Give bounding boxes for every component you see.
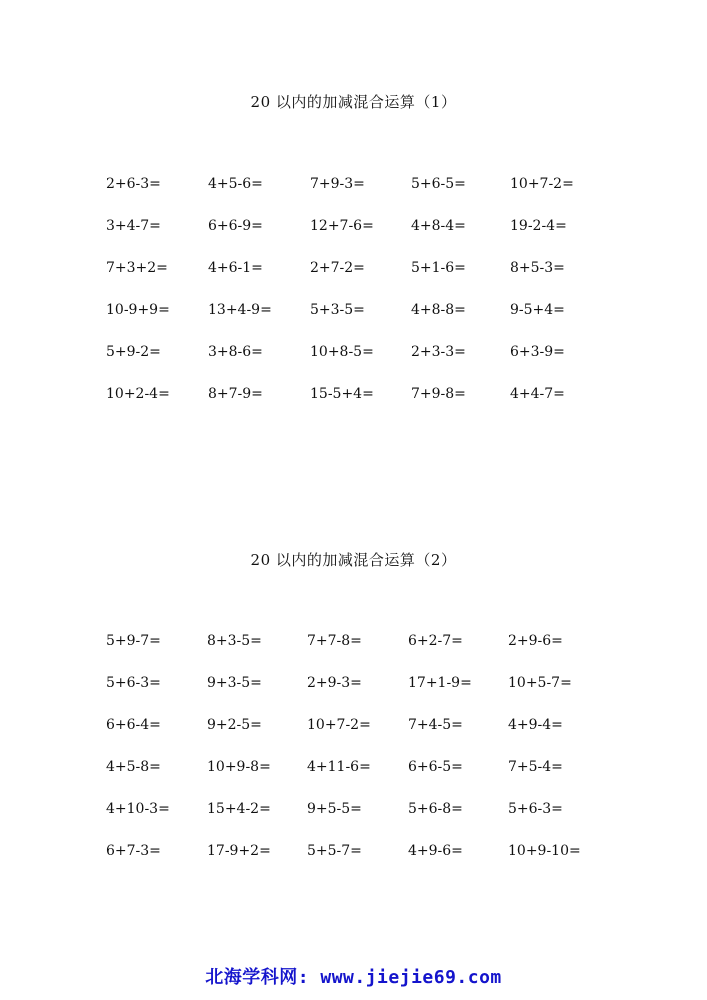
- worksheet-grid: [106, 632, 626, 884]
- problem-row: [106, 758, 626, 800]
- problem: 15+4-2=: [207, 801, 271, 817]
- problem: 10+2-4=: [106, 386, 170, 402]
- problem: 6+6-4=: [106, 717, 161, 733]
- problem: 8+5-3=: [510, 260, 565, 276]
- problem-row: [106, 301, 626, 343]
- problem: 7+9-8=: [411, 386, 466, 402]
- problem-row: [106, 217, 626, 259]
- problem: 10+9-10=: [508, 843, 581, 859]
- problem: 5+1-6=: [411, 260, 466, 276]
- problem: 10+7-2=: [510, 176, 574, 192]
- problem: 4+8-4=: [411, 218, 466, 234]
- problem: 9+5-5=: [307, 801, 362, 817]
- problem-row: [106, 259, 626, 301]
- problem: 12+7-6=: [310, 218, 374, 234]
- problem: 10+7-2=: [307, 717, 371, 733]
- problem: 5+5-7=: [307, 843, 362, 859]
- problem: 6+2-7=: [408, 633, 463, 649]
- problem-row: [106, 800, 626, 842]
- problem: 7+3+2=: [106, 260, 168, 276]
- problem: 15-5+4=: [310, 386, 374, 402]
- page-title: 20 以内的加减混合运算（1）: [250, 93, 457, 111]
- problem: 17+1-9=: [408, 675, 472, 691]
- problem: 2+9-3=: [307, 675, 362, 691]
- problem: 7+7-8=: [307, 633, 362, 649]
- problem: 4+8-8=: [411, 302, 466, 318]
- problem: 17-9+2=: [207, 843, 271, 859]
- problem: 5+9-7=: [106, 633, 161, 649]
- problem: 7+4-5=: [408, 717, 463, 733]
- problem: 4+11-6=: [307, 759, 371, 775]
- problem: 6+6-9=: [208, 218, 263, 234]
- problem: 3+4-7=: [106, 218, 161, 234]
- problem: 5+3-5=: [310, 302, 365, 318]
- problem: 5+6-5=: [411, 176, 466, 192]
- problem: 10+9-8=: [207, 759, 271, 775]
- problem: 10-9+9=: [106, 302, 170, 318]
- problem-row: [106, 674, 626, 716]
- problem: 2+3-3=: [411, 344, 466, 360]
- problem: 5+6-8=: [408, 801, 463, 817]
- problem-row: [106, 343, 626, 385]
- problem: 4+4-7=: [510, 386, 565, 402]
- problem: 3+8-6=: [208, 344, 263, 360]
- problem: 8+7-9=: [208, 386, 263, 402]
- problem: 2+7-2=: [310, 260, 365, 276]
- footer-watermark: 北海学科网: www.jiejie69.com: [205, 967, 502, 988]
- problem: 19-2-4=: [510, 218, 567, 234]
- problem-row: [106, 716, 626, 758]
- problem: 4+5-8=: [106, 759, 161, 775]
- problem: 9-5+4=: [510, 302, 565, 318]
- problem: 7+5-4=: [508, 759, 563, 775]
- problem-row: [106, 385, 626, 427]
- problem: 13+4-9=: [208, 302, 272, 318]
- page-title: 20 以内的加减混合运算（2）: [250, 551, 457, 569]
- problem: 2+9-6=: [508, 633, 563, 649]
- problem: 5+6-3=: [508, 801, 563, 817]
- problem: 4+10-3=: [106, 801, 170, 817]
- problem: 4+5-6=: [208, 176, 263, 192]
- problem: 7+9-3=: [310, 176, 365, 192]
- problem: 6+3-9=: [510, 344, 565, 360]
- problem-row: [106, 842, 626, 884]
- problem: 6+6-5=: [408, 759, 463, 775]
- problem: 9+2-5=: [207, 717, 262, 733]
- problem-row: [106, 632, 626, 674]
- problem: 2+6-3=: [106, 176, 161, 192]
- problem: 4+9-6=: [408, 843, 463, 859]
- problem: 10+8-5=: [310, 344, 374, 360]
- problem: 4+6-1=: [208, 260, 263, 276]
- problem: 9+3-5=: [207, 675, 262, 691]
- problem: 8+3-5=: [207, 633, 262, 649]
- problem-row: [106, 175, 626, 217]
- problem: 5+9-2=: [106, 344, 161, 360]
- problem: 5+6-3=: [106, 675, 161, 691]
- problem: 6+7-3=: [106, 843, 161, 859]
- problem: 4+9-4=: [508, 717, 563, 733]
- worksheet-grid: [106, 175, 626, 427]
- problem: 10+5-7=: [508, 675, 572, 691]
